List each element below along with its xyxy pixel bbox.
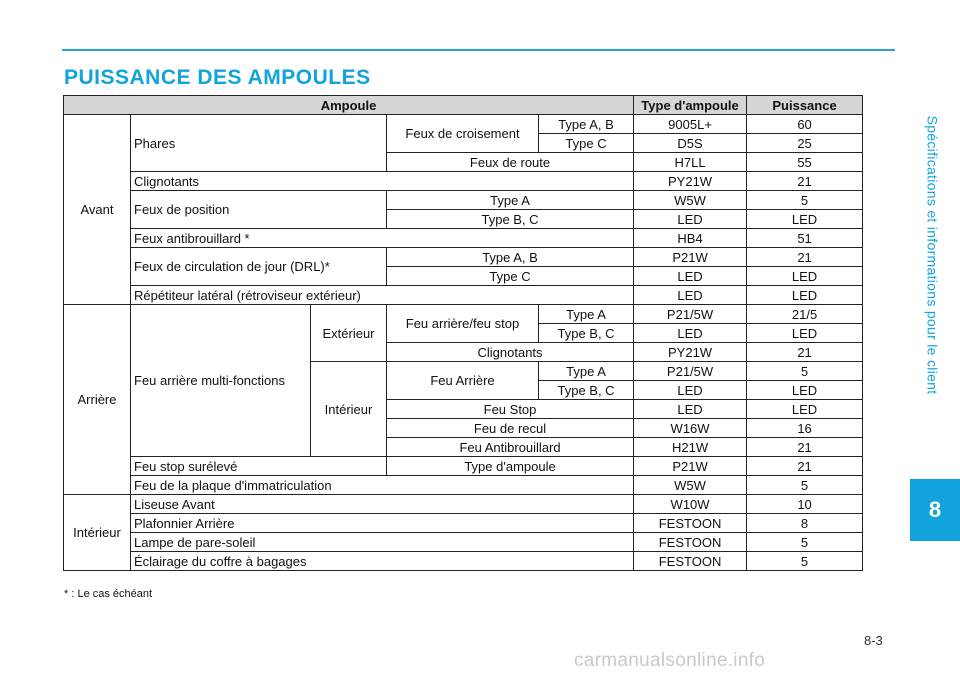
cell: 21 [747,172,863,191]
table-row [64,229,863,248]
footnote: * : Le cas échéant [64,588,153,600]
cell: 21 [747,343,863,362]
cell: P21W [634,248,747,267]
table-row [64,533,863,552]
cell: Feu arrière/feu stop [387,305,539,343]
rear-combo-label: Feu arrière multi-fonctions [131,305,311,457]
cell: Feux antibrouillard * [131,229,634,248]
cell: Type A, B [539,115,634,134]
cell: W16W [634,419,747,438]
cell: Feux de route [387,153,634,172]
watermark: carmanualsonline.info [574,650,766,671]
cell: LED [747,286,863,305]
cell: LED [747,400,863,419]
cell: 5 [747,552,863,571]
table-row [64,457,863,476]
cell: W5W [634,476,747,495]
table-row [64,552,863,571]
cell: P21W [634,457,747,476]
table-row [64,248,863,267]
cell: P21/5W [634,305,747,324]
cell: Type B, C [539,324,634,343]
cell: LED [634,324,747,343]
cell: P21/5W [634,362,747,381]
cell: W5W [634,191,747,210]
cell: 21/5 [747,305,863,324]
cell: LED [747,381,863,400]
cell: LED [634,400,747,419]
cell: 16 [747,419,863,438]
cell: PY21W [634,172,747,191]
cell: 51 [747,229,863,248]
cell: FESTOON [634,552,747,571]
cell: Liseuse Avant [131,495,634,514]
cell: LED [747,324,863,343]
table-row [64,191,863,210]
rear-outer-label: Extérieur [311,305,387,362]
cell: HB4 [634,229,747,248]
cell: D5S [634,134,747,153]
cell: Feu de la plaque d'immatriculation [131,476,634,495]
chapter-number-tab: 8 [910,479,960,541]
cell: Type d'ampoule [387,457,634,476]
table-row [64,514,863,533]
cell: Feu Antibrouillard [387,438,634,457]
cell: Type A [539,305,634,324]
cell: LED [634,381,747,400]
cell: 9005L+ [634,115,747,134]
cell: H21W [634,438,747,457]
cell: 8 [747,514,863,533]
header-power: Puissance [747,96,863,115]
header-bulb: Ampoule [64,96,634,115]
cell: Type A, B [387,248,634,267]
cell: FESTOON [634,533,747,552]
cell: 21 [747,438,863,457]
table-row [64,115,863,134]
low-beam-label: Feux de croisement [387,115,539,153]
table-row [64,495,863,514]
group-front: Avant [64,115,131,305]
cell: FESTOON [634,514,747,533]
cell: 55 [747,153,863,172]
cell: LED [747,210,863,229]
chapter-side-label-text: Spécifications et informations pour le client [924,115,941,395]
chapter-side-label [917,40,947,470]
rear-inner-label: Intérieur [311,362,387,457]
cell: Répétiteur latéral (rétroviseur extérieur) [131,286,634,305]
cell: PY21W [634,343,747,362]
header-bulb-type: Type d'ampoule [634,96,747,115]
cell: 5 [747,533,863,552]
cell: Type B, C [387,210,634,229]
cell: LED [634,286,747,305]
cell: 21 [747,457,863,476]
cell: 25 [747,134,863,153]
cell: Clignotants [387,343,634,362]
cell: 21 [747,248,863,267]
cell: Éclairage du coffre à bagages [131,552,634,571]
top-rule [62,49,895,51]
group-rear: Arrière [64,305,131,495]
cell: 60 [747,115,863,134]
cell: Type C [387,267,634,286]
cell: Type A [387,191,634,210]
cell: Type B, C [539,381,634,400]
cell: LED [634,210,747,229]
cell: Feux de circulation de jour (DRL)* [131,248,387,286]
cell: 5 [747,362,863,381]
table-header-row [64,96,863,115]
cell: Feu Stop [387,400,634,419]
cell: Feu Arrière [387,362,539,400]
headlights-label: Phares [131,115,387,172]
cell: Type A [539,362,634,381]
cell: LED [747,267,863,286]
cell: Plafonnier Arrière [131,514,634,533]
cell: Type C [539,134,634,153]
cell: Feu stop surélevé [131,457,387,476]
page-title: PUISSANCE DES AMPOULES [64,66,371,89]
cell: Lampe de pare-soleil [131,533,634,552]
bulb-wattage-table [63,95,863,571]
table-row [64,286,863,305]
cell: W10W [634,495,747,514]
cell: Feu de recul [387,419,634,438]
table-row [64,305,863,324]
cell: Clignotants [131,172,634,191]
cell: 5 [747,476,863,495]
cell: H7LL [634,153,747,172]
table-row [64,476,863,495]
page-number: 8-3 [864,633,883,648]
cell: 5 [747,191,863,210]
cell: LED [634,267,747,286]
table-row [64,172,863,191]
cell: Feux de position [131,191,387,229]
group-interior: Intérieur [64,495,131,571]
cell: 10 [747,495,863,514]
